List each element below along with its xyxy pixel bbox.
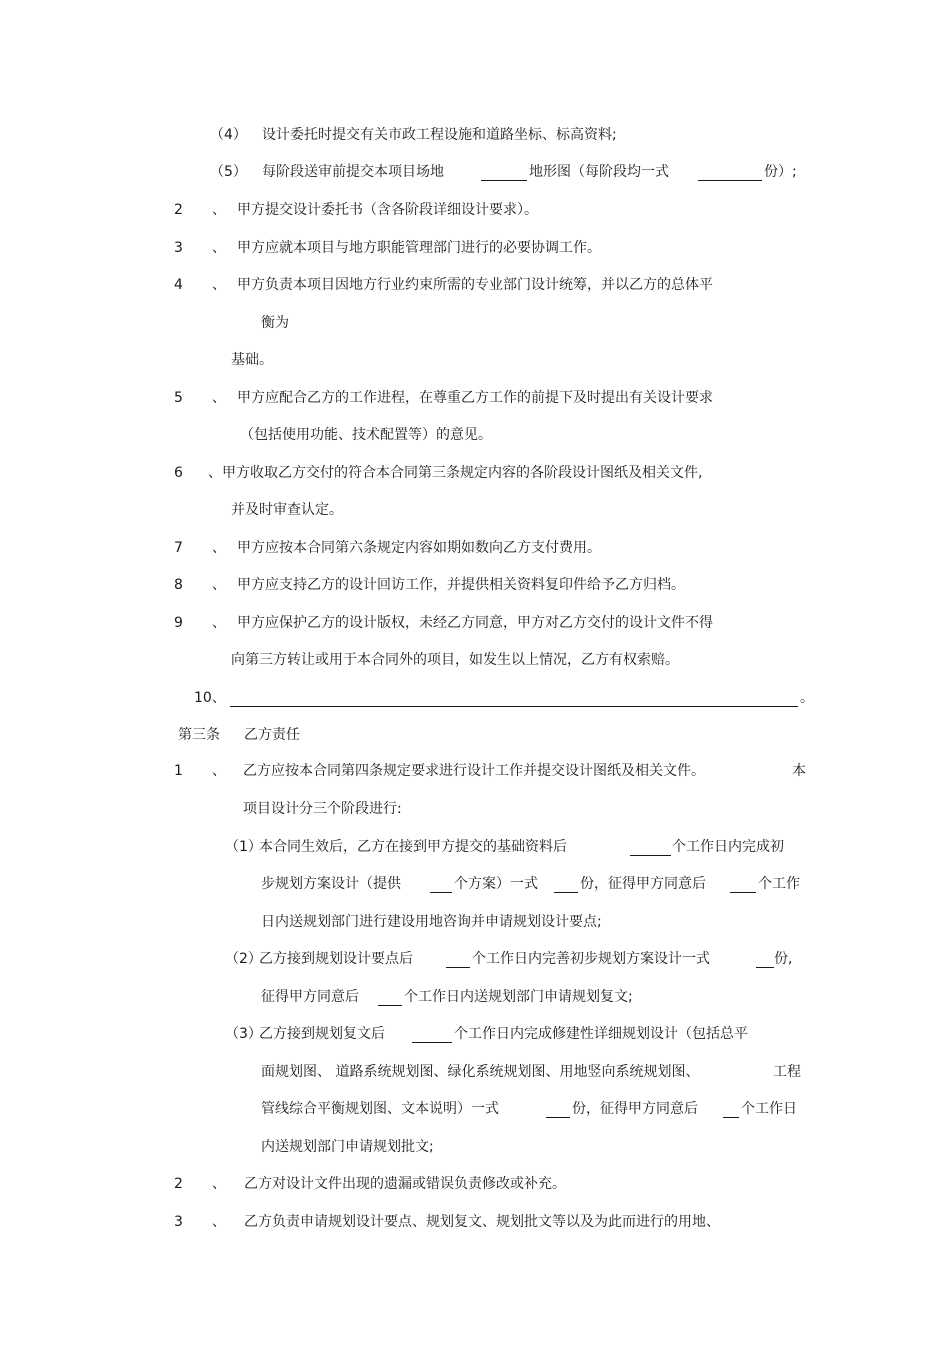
item-number: 10、 <box>194 690 226 706</box>
item-text: 、甲方收取乙方交付的符合本合同第三条规定内容的各阶段设计图纸及相关文件, <box>208 465 703 481</box>
item-text: 日内送规划部门进行建设用地咨询并申请规划设计要点; <box>261 914 602 930</box>
item-number: 8 <box>174 577 183 593</box>
fill-blank <box>756 953 774 968</box>
item-number: 4 <box>174 277 183 293</box>
item-text: 个工作日 <box>741 1101 797 1117</box>
item-separator: 、 <box>212 1214 226 1230</box>
item-text: 甲方应按本合同第六条规定内容如期如数向乙方支付费用。 <box>237 540 601 556</box>
item-text: 份，征得甲方同意后 <box>580 876 706 892</box>
fill-blank <box>630 841 671 856</box>
item-text: 面规划图、 道路系统规划图、绿化系统规划图、用地竖向系统规划图、 <box>261 1064 700 1080</box>
fill-blank <box>730 878 756 893</box>
item-text: 个工作日内完善初步规划方案设计一式 <box>472 951 710 967</box>
item-text: 乙方应按本合同第四条规定要求进行设计工作并提交设计图纸及相关文件。 <box>243 763 705 779</box>
item-text: 每阶段送审前提交本项目场地 <box>262 164 444 180</box>
item-number: （3） <box>225 1026 262 1042</box>
item-text: 甲方负责本项目因地方行业约束所需的专业部门设计统筹，并以乙方的总体平 <box>237 277 713 293</box>
item-end: 。 <box>800 690 814 706</box>
item-text: 地形图（每阶段均一式 <box>529 164 669 180</box>
item-number: 7 <box>174 540 183 556</box>
item-text: 乙方负责申请规划设计要点、规划复文、规划批文等以及为此而进行的用地、 <box>244 1214 720 1230</box>
item-text: 甲方应就本项目与地方职能管理部门进行的必要协调工作。 <box>237 240 601 256</box>
item-text: （包括使用功能、技术配置等）的意见。 <box>240 427 492 443</box>
item-text: 甲方应保护乙方的设计版权，未经乙方同意，甲方对乙方交付的设计文件不得 <box>237 615 713 631</box>
fill-blank <box>412 1028 452 1043</box>
item-separator: 、 <box>212 240 226 256</box>
item-text: 管线综合平衡规划图、文本说明）一式 <box>261 1101 499 1117</box>
item-number: 2 <box>174 202 183 218</box>
item-number: 1 <box>174 763 183 779</box>
item-separator: 、 <box>212 615 226 631</box>
item-text: 甲方应配合乙方的工作进程，在尊重乙方工作的前提下及时提出有关设计要求 <box>237 390 713 406</box>
item-separator: 、 <box>212 202 226 218</box>
item-number: （5） <box>210 164 247 180</box>
item-text: 个方案）一式 <box>454 876 538 892</box>
fill-blank <box>430 878 452 893</box>
item-number: （4） <box>210 127 247 143</box>
item-number: 2 <box>174 1176 183 1192</box>
item-number: 5 <box>174 390 183 406</box>
item-number: 3 <box>174 1214 183 1230</box>
item-text: 内送规划部门申请规划批文; <box>261 1139 434 1155</box>
item-text: 衡为 <box>261 315 289 331</box>
item-text: 本 <box>792 763 806 779</box>
article-title: 乙方责任 <box>244 727 300 743</box>
fill-blank <box>230 692 798 707</box>
item-text: 本合同生效后，乙方在接到甲方提交的基础资料后 <box>259 839 567 855</box>
item-separator: 、 <box>212 1176 226 1192</box>
article-number: 第三条 <box>178 727 220 743</box>
fill-blank <box>446 953 470 968</box>
item-text: 甲方提交设计委托书（含各阶段详细设计要求）。 <box>237 202 538 218</box>
fill-blank <box>546 1103 570 1118</box>
item-number: （2） <box>225 951 262 967</box>
fill-blank <box>554 878 578 893</box>
item-text: 工程 <box>773 1064 801 1080</box>
item-text: 征得甲方同意后 <box>261 989 359 1005</box>
item-text: 个工作日内完成初 <box>672 839 784 855</box>
item-separator: 、 <box>212 277 226 293</box>
item-text: 个工作日内送规划部门申请规划复文; <box>404 989 633 1005</box>
item-number: 3 <box>174 240 183 256</box>
item-text: 项目设计分三个阶段进行: <box>243 801 402 817</box>
item-text: 乙方对设计文件出现的遗漏或错误负责修改或补充。 <box>244 1176 566 1192</box>
item-number: 9 <box>174 615 183 631</box>
item-text: 乙方接到规划设计要点后 <box>259 951 413 967</box>
item-text: 份, <box>774 951 793 967</box>
item-text: 并及时审查认定。 <box>231 502 343 518</box>
item-text: 份）; <box>764 164 797 180</box>
item-text: 份，征得甲方同意后 <box>572 1101 698 1117</box>
item-text: 步规划方案设计（提供 <box>261 876 401 892</box>
item-separator: 、 <box>212 577 226 593</box>
item-text: 乙方接到规划复文后 <box>259 1026 385 1042</box>
fill-blank <box>378 991 402 1006</box>
item-text: 个工作日内完成修建性详细规划设计（包括总平 <box>454 1026 748 1042</box>
item-separator: 、 <box>212 390 226 406</box>
item-number: 6 <box>174 465 183 481</box>
item-text: 基础。 <box>231 352 273 368</box>
fill-blank <box>698 166 762 181</box>
fill-blank <box>723 1103 739 1118</box>
item-text: 个工作 <box>758 876 800 892</box>
item-text: 甲方应支持乙方的设计回访工作，并提供相关资料复印件给予乙方归档。 <box>237 577 685 593</box>
item-text: 向第三方转让或用于本合同外的项目，如发生以上情况，乙方有权索赔。 <box>231 652 679 668</box>
item-separator: 、 <box>212 540 226 556</box>
fill-blank <box>481 166 527 181</box>
item-separator: 、 <box>212 763 226 779</box>
item-number: （1） <box>225 839 262 855</box>
item-text: 设计委托时提交有关市政工程设施和道路坐标、标高资料; <box>262 127 617 143</box>
